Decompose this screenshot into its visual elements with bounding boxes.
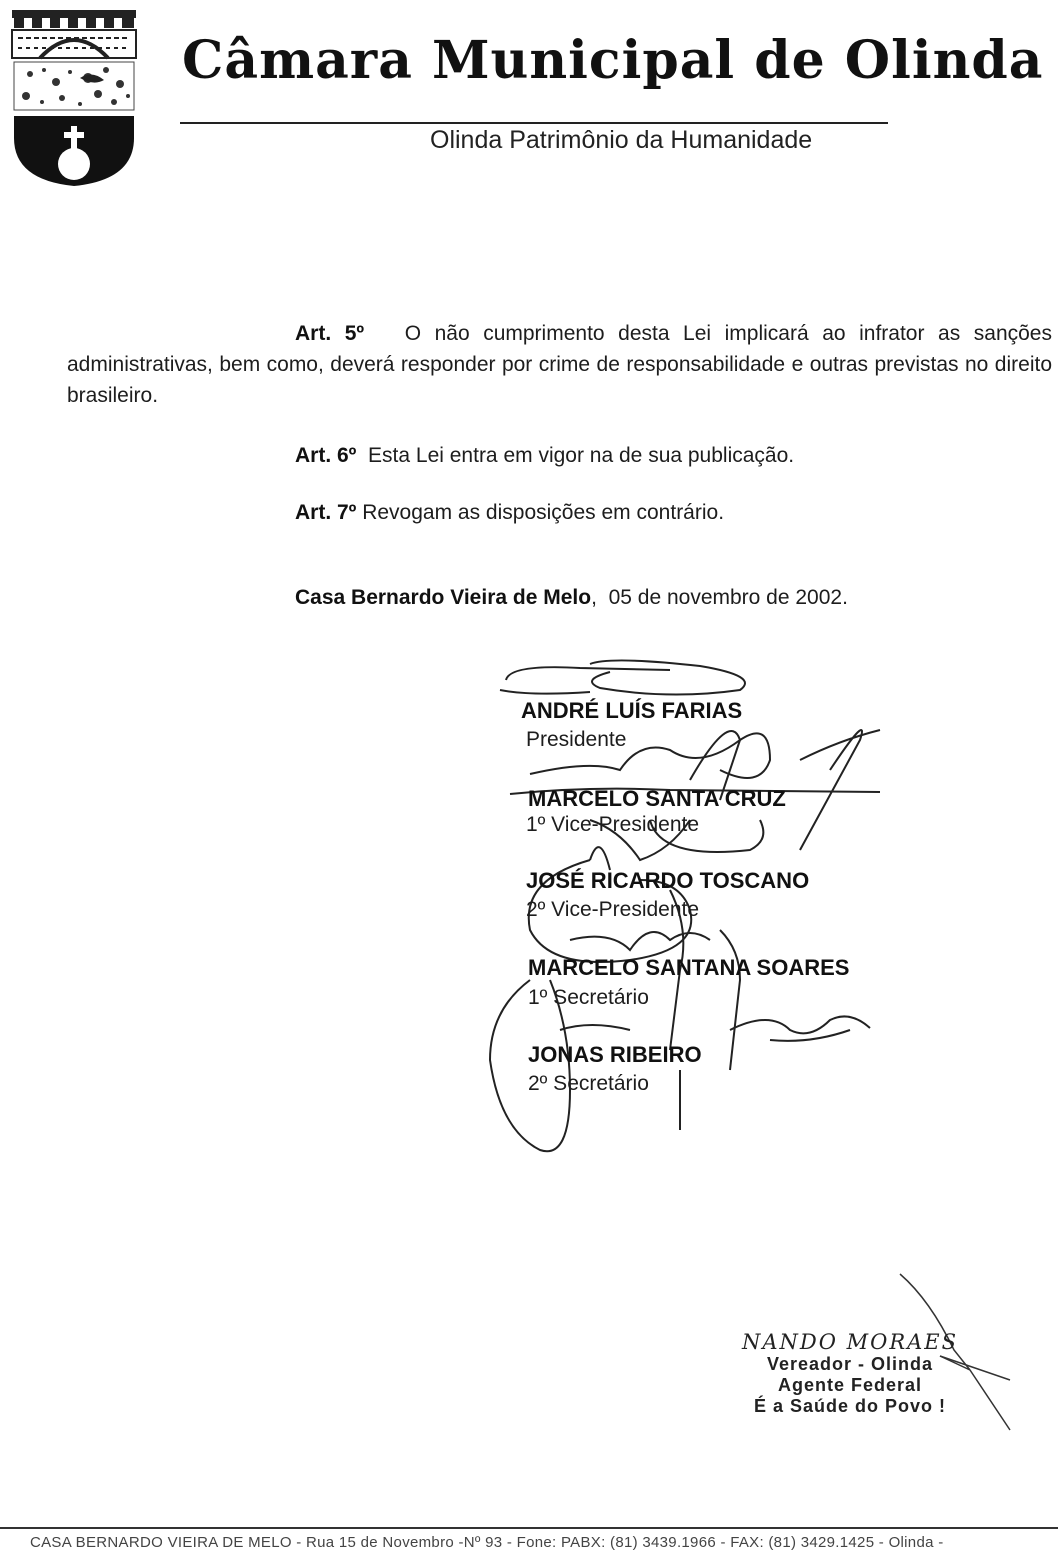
header-rule [180,122,888,124]
institution-subtitle: Olinda Patrimônio da Humanidade [430,126,813,154]
signatory-role: Presidente [526,728,627,751]
coat-of-arms-icon [10,8,138,188]
article-7-label: Art. 7º [295,501,357,524]
closing-place: Casa Bernardo Vieira de Melo [295,586,592,609]
place-and-date: Casa Bernardo Vieira de Melo, 05 de novembro de 2002. [295,586,848,609]
stamp-line: É a Saúde do Povo ! [753,1396,947,1416]
signatory-name: JONAS RIBEIRO [528,1042,702,1067]
stamp-name: NANDO MORAES [741,1330,959,1354]
signatory-name: JOSÉ RICARDO TOSCANO [526,868,810,893]
closing-date: 05 de novembro de 2002. [608,586,848,609]
footer-rule [0,1527,1058,1529]
article-5-label: Art. 5º [295,322,365,345]
article-6-text: Esta Lei entra em vigor na de sua publicação. [368,444,795,467]
signatory-name: MARCELO SANTANA SOARES [528,955,850,980]
stamp-line: Vereador - Olinda [766,1354,934,1374]
article-6 [295,440,794,471]
article-6-label: Art. 6º [295,444,357,467]
signatory-name: MARCELO SANTA CRUZ [528,786,786,811]
article-7-text: Revogam as disposições em contrário. [362,501,725,524]
councillor-stamp [720,1330,980,1417]
footer-address: CASA BERNARDO VIEIRA DE MELO - Rua 15 de Novembro -Nº 93 - Fone: PABX: (81) 3439.1966 - FAX: (81) 3429.1425 - Olinda - [30,1534,944,1551]
stamp-line: Agente Federal [777,1375,923,1395]
signatory-role: 2º Secretário [528,1072,649,1095]
signatory-role: 2º Vice-Presidente [526,898,700,921]
article-5-text: O não cumprimento desta Lei implicará ao infrator as sanções administrativas, bem como, deverá responder por crime de responsabilidade e outras previstas no direito brasileiro. [67,322,1052,407]
signatory-role: 1º Vice-Presidente [526,813,700,836]
signatory-name: ANDRÉ LUÍS FARIAS [521,698,743,723]
signatory-role: 1º Secretário [528,986,649,1009]
institution-name: Câmara Municipal de Olinda [182,30,1044,91]
article-5 [67,318,1052,411]
article-7 [295,497,724,528]
